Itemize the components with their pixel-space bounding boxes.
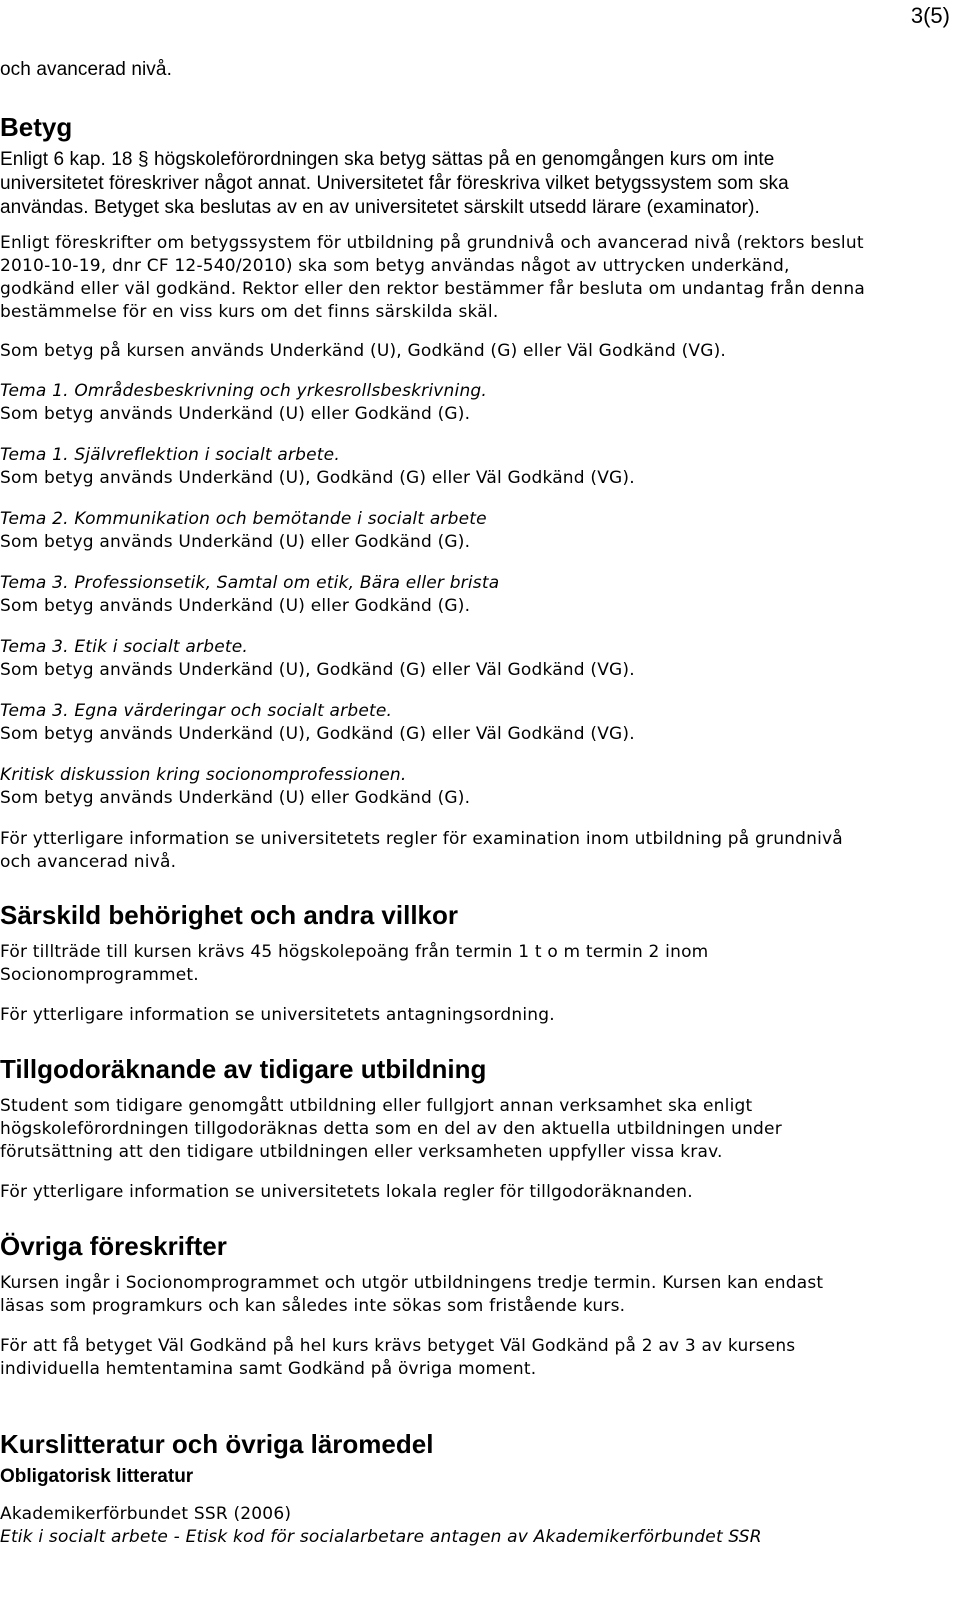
literature-entry-title: Etik i socialt arbete - Etisk kod för socialarbetare antagen av Akademikerförbundet SSR: [0, 1527, 762, 1547]
document-body: [0, 58, 945, 1549]
heading-betyg: Betyg: [0, 112, 73, 142]
theme-grade: Som betyg används Underkänd (U) eller Godkänd (G).: [0, 404, 471, 424]
theme-title: Kritisk diskussion kring socionomprofessionen.: [0, 765, 407, 785]
theme-block: [0, 444, 945, 490]
theme-title: Tema 2. Kommunikation och bemötande i socialt arbete: [0, 509, 487, 529]
betyg-paragraph-3: Som betyg på kursen används Underkänd (U), Godkänd (G) eller Väl Godkänd (VG).: [0, 341, 727, 361]
theme-block: [0, 508, 945, 554]
theme-grade: Som betyg används Underkänd (U), Godkänd (G) eller Väl Godkänd (VG).: [0, 724, 635, 744]
intro-line: och avancerad nivå.: [0, 59, 172, 80]
theme-title: Tema 3. Professionsetik, Samtal om etik, Bära eller brista: [0, 573, 500, 593]
heading-ovriga-foreskrifter: Övriga föreskrifter: [0, 1231, 227, 1261]
theme-block: [0, 572, 945, 618]
theme-grade: Som betyg används Underkänd (U), Godkänd (G) eller Väl Godkänd (VG).: [0, 468, 635, 488]
ovriga-paragraph-1: Kursen ingår i Socionomprogrammet och utgör utbildningens tredje termin. Kursen kan endast läsas som programkurs och kan således inte sökas som fristående kurs.: [0, 1273, 824, 1316]
theme-title: Tema 1. Självreflektion i socialt arbete.: [0, 445, 340, 465]
theme-title: Tema 3. Egna värderingar och socialt arbete.: [0, 701, 393, 721]
subheading-obligatorisk-litteratur: Obligatorisk litteratur: [0, 1466, 194, 1487]
sarskild-paragraph-1: För tillträde till kursen krävs 45 högskolepoäng från termin 1 t o m termin 2 inom Socionomprogrammet.: [0, 942, 709, 985]
theme-block: [0, 380, 945, 426]
theme-block: [0, 764, 945, 810]
page-number: 3(5): [910, 3, 950, 28]
tillgodo-paragraph-2: För ytterligare information se universitetets lokala regler för tillgodoräknanden.: [0, 1182, 693, 1202]
theme-grade: Som betyg används Underkänd (U), Godkänd (G) eller Väl Godkänd (VG).: [0, 660, 635, 680]
heading-tillgodoraknande: Tillgodoräknande av tidigare utbildning: [0, 1054, 487, 1084]
betyg-more-info: För ytterligare information se universitetets regler för examination inom utbildning på grundnivå och avancerad nivå.: [0, 829, 843, 872]
theme-block: [0, 700, 945, 746]
theme-title: Tema 3. Etik i socialt arbete.: [0, 637, 248, 657]
betyg-paragraph-1: Enligt 6 kap. 18 § högskoleförordningen ska betyg sättas på en genomgången kurs om inte universitetet föreskriver något annat. Universitetet får föreskriva vilket betygssystem som ska användas. Betyget ska beslutas av en av universitetet särskilt utsedd lärare (examinator).: [0, 149, 789, 218]
tillgodo-paragraph-1: Student som tidigare genomgått utbildning eller fullgjort annan verksamhet ska enligt högskoleförordningen tillgodoräknas detta som en del av den aktuella utbildningen under förutsättning att den tidigare utbildningen eller verksamheten uppfyller vissa krav.: [0, 1096, 782, 1162]
heading-sarskild-behorighet: Särskild behörighet och andra villkor: [0, 900, 459, 930]
betyg-paragraph-2: Enligt föreskrifter om betygssystem för utbildning på grundnivå och avancerad nivå (rektors beslut 2010-10-19, dnr CF 12-540/2010) ska som betyg användas något av uttrycken underkänd, godkänd eller väl godkänd. Rektor eller den rektor bestämmer får besluta om undantag från denna bestämmelse för en viss kurs om det finns särskilda skäl.: [0, 233, 865, 322]
literature-entry-author: Akademikerförbundet SSR (2006): [0, 1504, 292, 1524]
theme-grade: Som betyg används Underkänd (U) eller Godkänd (G).: [0, 596, 471, 616]
ovriga-paragraph-2: För att få betyget Väl Godkänd på hel kurs krävs betyget Väl Godkänd på 2 av 3 av kursens individuella hemtentamina samt Godkänd på övriga moment.: [0, 1336, 796, 1379]
theme-title: Tema 1. Områdesbeskrivning och yrkesrollsbeskrivning.: [0, 381, 488, 401]
sarskild-paragraph-2: För ytterligare information se universitetets antagningsordning.: [0, 1005, 555, 1025]
heading-kurslitteratur: Kurslitteratur och övriga läromedel: [0, 1429, 434, 1459]
theme-block: [0, 636, 945, 682]
theme-grade: Som betyg används Underkänd (U) eller Godkänd (G).: [0, 788, 471, 808]
theme-grade: Som betyg används Underkänd (U) eller Godkänd (G).: [0, 532, 471, 552]
